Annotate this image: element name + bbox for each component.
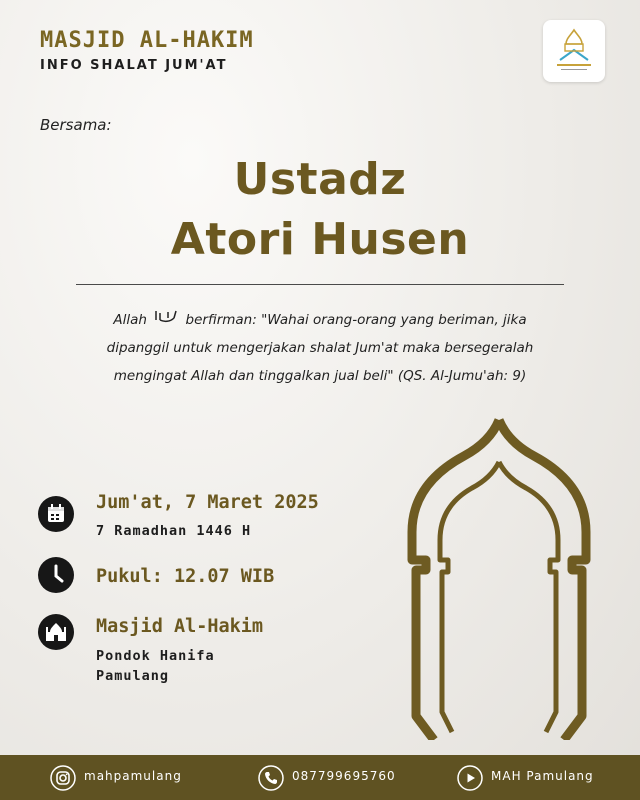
- venue-address-line-2: Pamulang: [96, 668, 170, 684]
- clock-icon: [38, 557, 74, 593]
- bersama-label: Bersama:: [40, 116, 112, 134]
- phone-icon: [258, 765, 284, 791]
- youtube-channel: MAH Pamulang: [491, 769, 594, 783]
- phone-number: 087799695760: [292, 769, 396, 783]
- footer-bar: [0, 755, 640, 800]
- speaker-title: Ustadz: [233, 154, 407, 205]
- venue-name: Masjid Al-Hakim: [96, 616, 264, 637]
- event-time: Pukul: 12.07 WIB: [96, 566, 275, 587]
- instagram-handle: mahpamulang: [84, 769, 182, 783]
- verse-line-1: [40, 306, 600, 334]
- venue-address-line-1: Pondok Hanifa: [96, 648, 215, 664]
- hijri-date: 7 Ramadhan 1446 H: [96, 523, 252, 539]
- mosque-icon: [38, 614, 74, 650]
- verse-line-2: dipanggil untuk mengerjakan shalat Jum'at maka bersegeralah: [106, 340, 534, 356]
- calendar-icon: [38, 496, 74, 532]
- instagram-icon: [50, 765, 76, 791]
- verse-line-3: mengingat Allah dan tinggalkan jual beli" (QS. Al-Jumu'ah: 9): [113, 368, 527, 384]
- swt-calligraphy-icon: [154, 306, 178, 334]
- youtube-icon: [457, 765, 483, 791]
- verse-berfirman: berfirman: "Wahai orang-orang yang beriman, jika: [185, 312, 527, 328]
- divider: [76, 284, 564, 285]
- masjid-logo: [543, 20, 605, 82]
- info-subtitle: INFO SHALAT JUM'AT: [40, 58, 228, 73]
- speaker-name: Atori Husen: [170, 214, 470, 265]
- masjid-title: MASJID AL-HAKIM: [40, 28, 254, 53]
- verse-allah: Allah: [113, 312, 147, 328]
- arch-ornament: [404, 412, 594, 740]
- event-date: Jum'at, 7 Maret 2025: [96, 492, 319, 513]
